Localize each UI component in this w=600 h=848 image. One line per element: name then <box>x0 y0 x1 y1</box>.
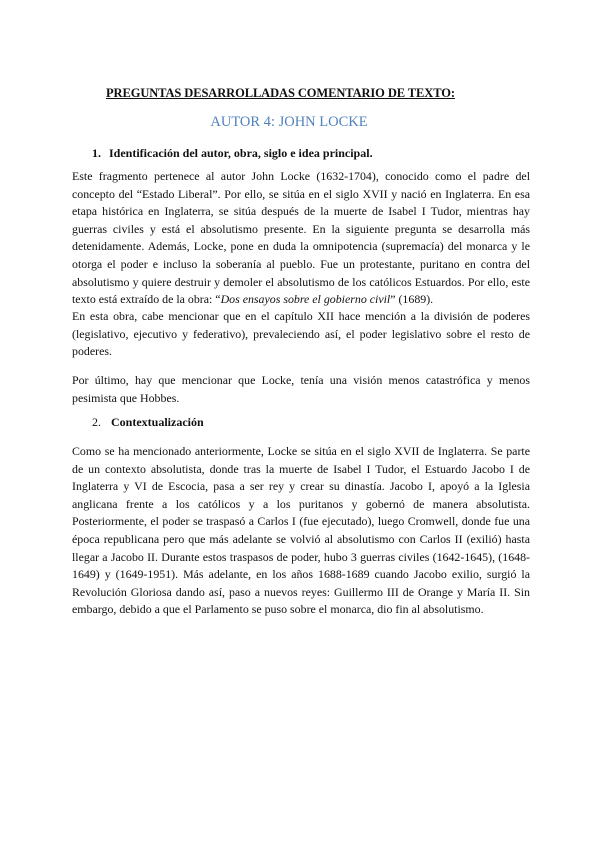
section-number: 1. <box>92 146 101 160</box>
paragraph-division-of-powers: En esta obra, cabe mencionar que en el capítulo XII hace mención a la división de poderes (legislativo, ejecutivo y federativo), prevaleciendo así, el poder legislativo sobre el resto de poderes. <box>72 309 530 359</box>
paragraph-conclusion: Por último, hay que mencionar que Locke, tenía una visión menos catastrófica y menos pesimista que Hobbes. <box>72 373 530 405</box>
section-number: 2. <box>92 415 101 429</box>
section-heading-1 <box>92 146 373 161</box>
paragraph-text-end: ” (1689). <box>390 292 434 307</box>
author-subtitle: AUTOR 4: JOHN LOCKE <box>210 114 368 130</box>
book-title: Dos ensayos sobre el gobierno civil <box>220 292 391 307</box>
section-heading-text: Identificación del autor, obra, siglo e idea principal. <box>109 146 373 160</box>
paragraph-context: Como se ha mencionado anteriormente, Locke se sitúa en el siglo XVII de Inglaterra. Se parte de un contexto absolutista, donde tras la muerte de Isabel I Tudor, el Estuardo Jacobo I de Inglaterra y VI de Escocia, pasa a ser rey y crear su dinastía. Jacobo I, apoyó a la Iglesia anglicana frente a los católicos y a los puritanos y gobernó de manera absolutista. Posteriormente, el poder se traspasó a Carlos I (fue ejecutado), luego Cromwell, donde fue una época republicana pero que más adelante se volvió al absolutismo con Carlos II (exilió) hasta llegar a Jacobo II. Durante estos traspasos de poder, hubo 3 guerras civiles (1642-1645), (1648-1649) y (1649-1951). Más adelante, en los años 1688-1689 cuando Jacobo exilio, surgió la Revolución Gloriosa dando así, paso a nuevos reyes: Guillermo III de Orange y María II. Sin embargo, debido a que el Parlamento se puso sobre el monarca, dio fin al absolutismo. <box>72 444 530 617</box>
paragraph-identification <box>72 168 530 309</box>
document-title: PREGUNTAS DESARROLLADAS COMENTARIO DE TEXTO: <box>106 86 455 100</box>
section-heading-text: Contextualización <box>111 415 204 429</box>
paragraph-text: Este fragmento pertenece al autor John Locke (1632-1704), conocido como el padre del concepto del “Estado Liberal”. Por ello, se sitúa en el siglo XVII y nació en Inglaterra. En esa etapa histórica en Inglaterra, se sitúa después de la muerte de Isabel I Tudor, mientras hay guerras civiles y está el absolutismo presente. En la siguiente pregunta se desarrolla más detenidamente. Además, Locke, pone en duda la omnipotencia (supremacía) del monarca y le otorga el poder e incluso la soberanía al pueblo. Fue un protestante, puritano en contra del absolutismo y quiere destruir y demoler el absolutismo de los católicos Estuardos. Por ello, este texto está extraído de la obra: “ <box>72 169 530 307</box>
section-heading-2 <box>92 415 204 430</box>
